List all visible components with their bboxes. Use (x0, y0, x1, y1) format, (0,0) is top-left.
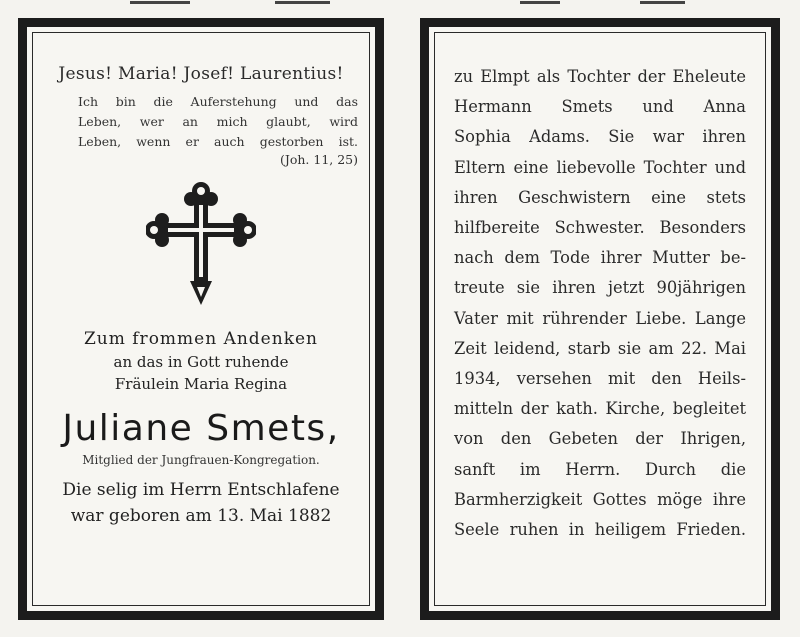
memorial-line-2: an das in Gott ruhende (113, 353, 289, 371)
biography-line: Zeit leidend, starb sie am 22. Mai (454, 338, 746, 358)
biography-line: sanft im Herrn. Durch die (454, 459, 746, 479)
birth-text (44, 477, 358, 529)
biography-line: ihren Geschwistern eine stets (454, 187, 746, 207)
birth-line: Die selig im Herrn Entschlafene (62, 480, 340, 500)
verse-line: Leben, wenn er auch gestorben ist. (78, 134, 358, 149)
cross-ornament (44, 177, 358, 307)
biography-line: von den Gebeten der Ihrigen, (454, 429, 746, 449)
verse-reference: (Joh. 11, 25) (279, 152, 358, 167)
biography-line: treute sie ihren jetzt 90jährigen (454, 278, 746, 298)
biography-line: Sophia Adams. Sie war ihren (454, 127, 746, 147)
biography-line: Eltern eine liebevolle Tochter und (454, 157, 746, 177)
right-card (420, 18, 780, 620)
biography-line: hilfbereite Schwester. Besonders (454, 218, 746, 238)
biography-line: nach dem Tode ihrer Mutter be- (454, 248, 746, 268)
biography-text (454, 62, 746, 545)
biography-line: Hermann Smets und Anna (454, 97, 746, 117)
left-card-content (44, 46, 358, 594)
biography-line: Seele ruhen in heiligem Frieden. (454, 520, 746, 540)
memorial-text (44, 327, 358, 395)
deceased-name: Juliane Smets, (62, 408, 340, 449)
birth-line: war geboren am 13. Mai 1882 (70, 506, 332, 526)
biography-line: zu Elmpt als Tochter der Eheleute (454, 67, 746, 86)
memorial-line-3: Fräulein Maria Regina (114, 375, 288, 393)
biography-line: mitteln der kath. Kirche, begleitet (454, 399, 746, 419)
verse-line: Ich bin die Auferstehung und das (78, 94, 358, 109)
invocation-heading: Jesus! Maria! Josef! Laurentius! (58, 64, 344, 84)
memorial-line-1: Zum frommen Andenken (83, 329, 319, 349)
scripture-verse (78, 92, 358, 152)
cross-icon (146, 177, 256, 307)
biography-line: Barmherzigkeit Gottes möge ihre (454, 489, 746, 509)
biography-line: 1934, versehen mit den Heils- (454, 369, 746, 389)
top-edge-marks (0, 0, 800, 8)
verse-line: Leben, wer an mich glaubt, wird (78, 114, 358, 129)
left-card (18, 18, 384, 620)
biography-line: Vater mit rührender Liebe. Lange (454, 308, 746, 328)
membership-line: Mitglied der Jungfrauen-Kongregation. (82, 453, 320, 467)
